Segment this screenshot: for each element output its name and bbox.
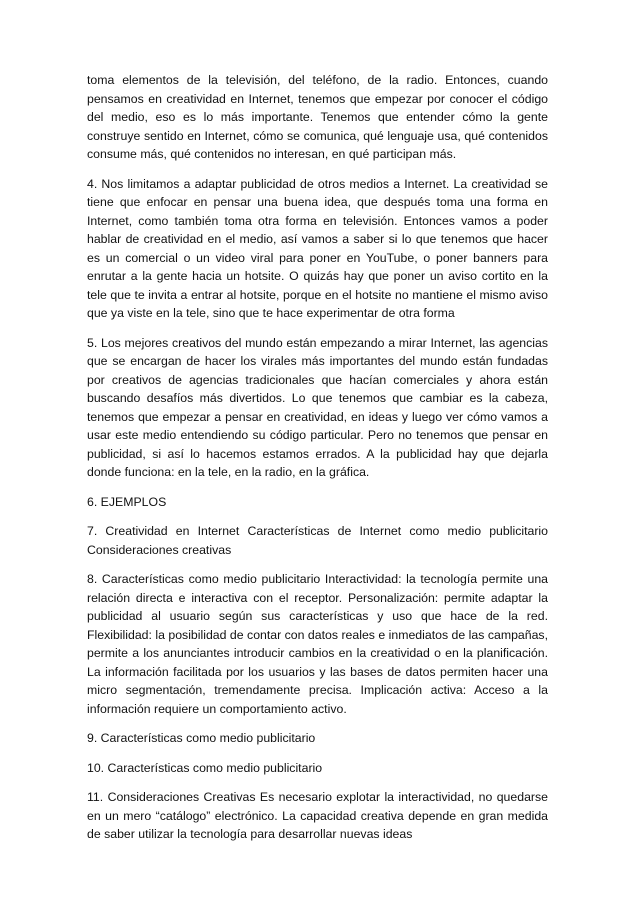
- paragraph-8: 8. Características como medio publicitario Interactividad: la tecnología permite una relación directa e interactiva con el receptor. Personalización: permite adaptar la publicidad al usuario según sus características y uso que hace de la red. Flexibilidad: la posibilidad de contar con datos reales e inmediatos de las campañas, permite a los anunciantes introducir cambios en la creatividad o en la planificación. La información facilitada por los usuarios y las bases de datos permiten hacer una micro segmentación, tremendamente precisa. Implicación activa: Acceso a la información requiere un comportamiento activo.: [87, 572, 548, 716]
- paragraph-5: 5. Los mejores creativos del mundo están empezando a mirar Internet, las agencias que se encargan de hacer los virales más importantes del mundo están fundadas por creativos de agencias tradicionales que hacían comerciales y ahora están buscando desafíos más divertidos. Lo que tenemos que cambiar es la cabeza, tenemos que empezar a pensar en creatividad, en ideas y luego ver cómo vamos a usar este medio entendiendo su código particular. Pero no tenemos que pensar en publicidad, si así lo hacemos estamos errados. A la publicidad hay que dejarla donde funciona: en la tele, en la radio, en la gráfica.: [87, 335, 548, 479]
- paragraph-6-heading: 6. EJEMPLOS: [87, 494, 167, 509]
- paragraph-4: 4. Nos limitamos a adaptar publicidad de otros medios a Internet. La creatividad se tiene que enfocar en pensar una buena idea, que después toma una forma en Internet, como también toma otra forma en televisión. Entonces vamos a poder hablar de creatividad en el medio, así vamos a saber si lo que tenemos que hacer es un comercial o un video viral para poner en YouTube, o poner banners para enrutar a la gente hacia un hotsite. O quizás hay que poner un aviso cortito en la tele que te invita a entrar al hotsite, porque en el hotsite no mantiene el mismo aviso que ya viste en la tele, sino que te hace experimentar de otra forma: [87, 176, 548, 320]
- paragraph-intro: toma elementos de la televisión, del teléfono, de la radio. Entonces, cuando pensamos en creatividad en Internet, tenemos que empezar por conocer el código del medio, eso es lo más importante. Tenemos que entender cómo la gente construye sentido en Internet, cómo se comunica, qué lenguaje usa, qué contenidos consume más, qué contenidos no interesan, en qué participan más.: [87, 73, 548, 161]
- paragraph-10: 10. Características como medio publicitario: [87, 760, 323, 775]
- paragraph-7: 7. Creatividad en Internet Características de Internet como medio publicitario Consideraciones creativas: [87, 524, 548, 557]
- paragraph-9: 9. Características como medio publicitario: [87, 731, 316, 745]
- document-body: [87, 71, 548, 844]
- paragraph-11: 11. Consideraciones Creativas Es necesario explotar la interactividad, no quedarse en un mero “catálogo” electrónico. La capacidad creativa depende en gran medida de saber utilizar la tecnología para desarrollar nuevas ideas: [87, 790, 548, 841]
